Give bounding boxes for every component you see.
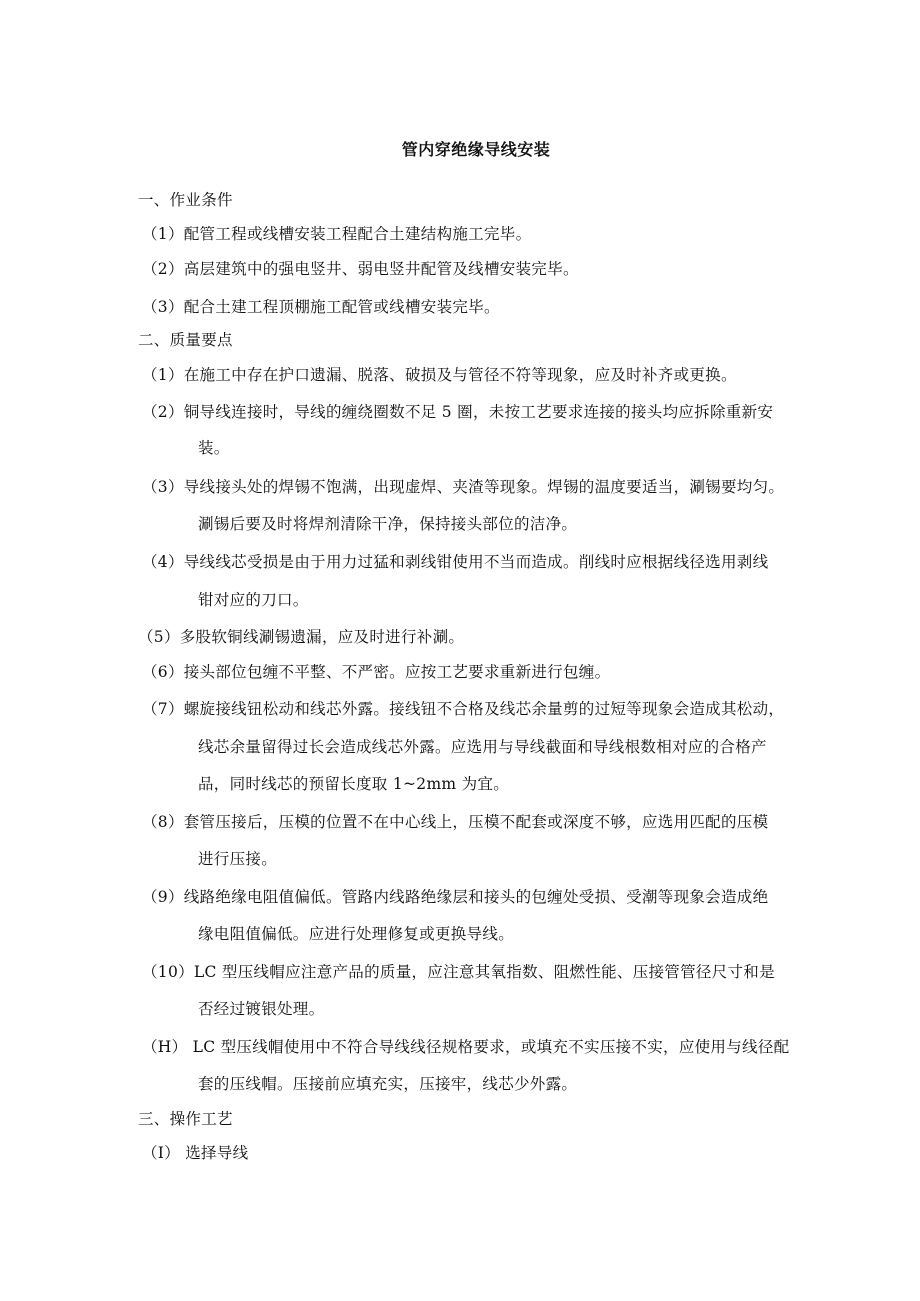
paragraph: （10）LC 型压线帽应注意产品的质量，应注意其氧指数、阻燃性能、压接管管径尺寸和是: [142, 963, 775, 981]
paragraph: （5）多股软铜线涮锡遗漏，应及时进行补涮。: [138, 628, 465, 646]
paragraph-continuation: 进行压接。: [198, 850, 278, 868]
paragraph: （H） LC 型压线帽使用中不符合导线线径规格要求，或填充不实压接不实，应使用与线径配: [142, 1038, 790, 1056]
paragraph: （2）铜导线连接时，导线的缠绕圈数不足 5 圈，未按工艺要求连接的接头均应拆除重新安: [142, 403, 774, 421]
section-heading-operation-process: 三、操作工艺: [138, 1110, 233, 1128]
paragraph: （3）导线接头处的焊锡不饱满，出现虚焊、夹渣等现象。焊锡的温度要适当，涮锡要均匀。: [142, 478, 785, 496]
paragraph: （1）配管工程或线槽安装工程配合土建结构施工完毕。: [142, 225, 532, 243]
paragraph: （7）螺旋接线钮松动和线芯外露。接线钮不合格及线芯余量剪的过短等现象会造成其松动，: [142, 700, 785, 718]
paragraph-continuation: 否经过镀银处理。: [198, 1000, 325, 1018]
paragraph: （9）线路绝缘电阻值偏低。管路内线路绝缘层和接头的包缠处受损、受潮等现象会造成绝: [142, 888, 769, 906]
paragraph-continuation: 品，同时线芯的预留长度取 1~2mm 为宜。: [198, 775, 510, 793]
paragraph-continuation: 涮锡后要及时将焊剂清除干净，保持接头部位的洁净。: [198, 515, 578, 533]
paragraph: （1）在施工中存在护口遗漏、脱落、破损及与管径不符等现象，应及时补齐或更换。: [142, 366, 737, 384]
paragraph: （4）导线线芯受损是由于用力过猛和剥线钳使用不当而造成。削线时应根据线径选用剥线: [142, 553, 769, 571]
document-title: 管内穿绝缘导线安装: [401, 140, 551, 159]
paragraph-continuation: 缘电阻值偏低。应进行处理修复或更换导线。: [198, 925, 515, 943]
paragraph: （3）配合土建工程顶棚施工配管或线槽安装完毕。: [142, 298, 500, 316]
paragraph-continuation: 装。: [198, 439, 230, 457]
paragraph-continuation: 套的压线帽。压接前应填充实，压接牢，线芯少外露。: [198, 1075, 578, 1093]
section-heading-work-conditions: 一、作业条件: [138, 191, 233, 209]
paragraph: （6）接头部位包缠不平整、不严密。应按工艺要求重新进行包缠。: [142, 663, 611, 681]
paragraph: （I） 选择导线: [142, 1144, 249, 1162]
paragraph-continuation: 线芯余量留得过长会造成线芯外露。应选用与导线截面和导线根数相对应的合格产: [198, 738, 767, 756]
paragraph: （8）套管压接后，压模的位置不在中心线上，压模不配套或深度不够，应选用匹配的压模: [142, 813, 769, 831]
paragraph: （2）高层建筑中的强电竖井、弱电竖井配管及线槽安装完毕。: [142, 260, 579, 278]
paragraph-continuation: 钳对应的刀口。: [198, 591, 309, 609]
section-heading-quality-points: 二、质量要点: [138, 331, 233, 349]
